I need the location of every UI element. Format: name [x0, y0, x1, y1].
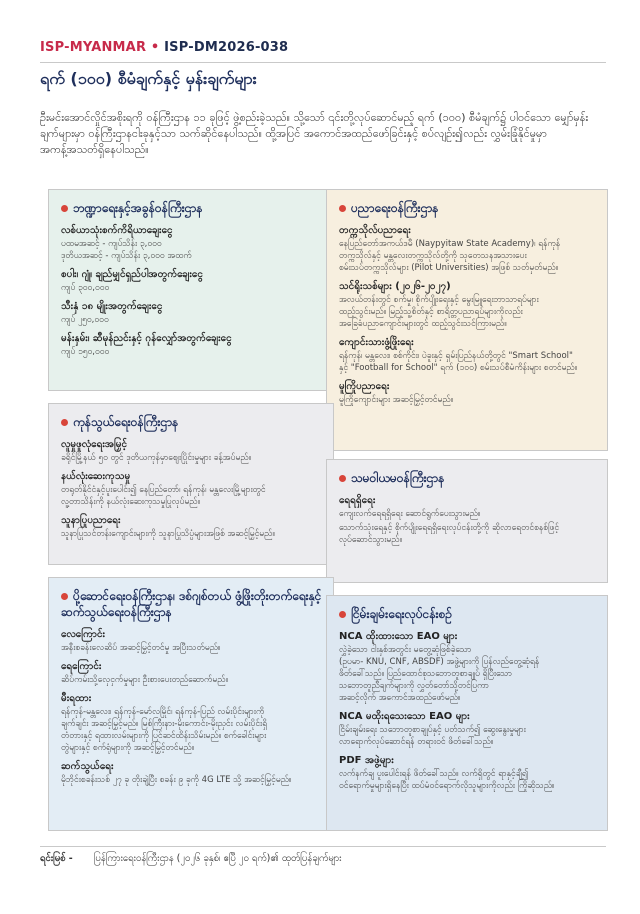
card-title-text: ကုန်သွယ်ရေးဝန်ကြီးဌာန: [73, 415, 179, 429]
card-title: [339, 200, 597, 216]
card-title-text: ပို့ဆောင်ရေးဝန်ကြီးဌာန၊ ဒစ်ဂျစ်တယ် ဖွံ့ဖြိုးတိုးတက်ရေးနှင့် ဆက်သွယ်ရေးဝန်ကြီးဌာန: [61, 589, 322, 619]
section-text: ကျပ် ၂၅၀,၀၀၀: [61, 315, 109, 325]
source-label: ရင်းမြစ် -: [40, 853, 73, 864]
section-heading: လေကြောင်း: [61, 629, 106, 640]
section-text: တရုတ်နိုင်ငံနှင့်ပူးပေါင်း၍ နေပြည်တော်၊ ရန်ကုန်၊ မန္တလေးမြို့များတွင် လူ့တာသိန်းကို နယ်လုံးဆေးကုသမှုပြုလုပ်မည်။: [61, 485, 266, 507]
card-title: [339, 606, 597, 622]
card-peace: [326, 595, 608, 831]
section-text: လက်နက်ချ ပူးပေါင်းရန် ဖိတ်ခေါ်သည်။ လက်ရှိတွင် ရာနှင့်ချီ၍ ဝင်ရောက်မှုများရှိနေပြီး ထပ်မံဝင်ရောက်လိုသူများကိုလည်း ကြိုဆိုသည်။: [339, 769, 555, 791]
section-heading: ရေရရှိရေး: [339, 495, 376, 506]
separator-dot: •: [150, 40, 160, 55]
section-heading: PDF အဖွဲ့များ: [339, 755, 394, 766]
section-text: ခရိုင်မြို့နယ် ၅၀ တွင် ဒုတိယကုန်မှာဈေးပြိုင်းမှုများ ခန့်အပ်မည်။: [61, 453, 252, 463]
brand-label: ISP-MYANMAR: [40, 40, 147, 55]
bullet-icon: [339, 611, 346, 618]
card-title: [61, 200, 323, 216]
card-title: [61, 414, 323, 430]
section-text: ငြိမ်းချမ်းရေး သဘောတူစာချုပ်နှင့် ပတ်သက်၍ ဆွေးနွေးမှုများ လာရောက်လုပ်ဆောင်ရန် တရားဝင် ဖိတ်ခေါ်သည်။: [339, 725, 526, 747]
section-heading: မီးရထား: [61, 693, 92, 704]
section-text: အလယ်တန်းတွင် စက်မှု၊ စိုက်ပျိုးရေးနှင့် မွေးမြူရေးဘာသာရပ်များ ထည့်သွင်းမည်။ မြည့်သူ့စိတ်နှင့် စာရိတ္တပညာရပ်များကိုလည်း အခြေခံပညာကျောင်းများတွင် ထည့်သွင်းသင်ကြားမည်။: [339, 295, 539, 329]
section-text: အနီးစခန်းလေဆိပ် အဆင့်မြှင့်တင်မှု အပြီးသတ်မည်။: [61, 643, 221, 653]
bullet-icon: [61, 205, 68, 212]
section-text: မိုဘိုင်းစခန်းသစ် ၂၇ ခု တိုးချဲ့ပြီး စခန်း ၉ ခုကို 4G LTE သို့ အဆင့်မြှင့်မည်။: [61, 775, 292, 785]
section-heading: ကျောင်းသားဖွံ့ဖြိုးရေး: [339, 337, 414, 348]
section-text: ဆိပ်ကမ်းသို့လှေငှက်မှုများ ဦးစားပေးတည်ဆောက်မည်။: [61, 675, 229, 685]
section-heading: မန်းနှမ်း၊ ဆီမုန်ညင်းနှင့် ဂုန်လျှော်အတွက်ချေးငွေ: [61, 333, 232, 344]
card-title-text: ပညာရေးဝန်ကြီးဌာန: [351, 201, 439, 215]
bullet-icon: [339, 475, 346, 482]
page-title: ရက် (၁၀၀) စီမံချက်နှင့် မှန်းချက်များ: [40, 69, 257, 88]
card-commerce: [48, 403, 334, 565]
card-education: [326, 189, 608, 451]
intro-paragraph: ဦးမင်းအောင်လှိုင်အစိုးရကို ဝန်ကြီးဌာန ၁၁ ခုဖြင့် ဖွဲ့စည်းခဲ့သည်။ သို့သော် ၎င်းတို့လုပ်ဆောင်မည့် ရက် (၁၀၀) စီမံချက်၌ ပါဝင်သော မျှော်မှန်းချက်များမှာ ဝန်ကြီးဌာနငါးခုနှင့်သာ သက်ဆိုင်နေပါသည်။ ထို့အပြင် အကောင်အထည်ဖော်ခြင်းနှင့် စပ်လျဉ်း၍လည်း လွှမ်းခြုံနိုင်မှုမှာ အကန့်အသတ်ရှိနေပါသည်။: [40, 111, 589, 156]
card-title-text: သမဝါယမဝန်ကြီးဌာန: [351, 471, 445, 485]
section-heading: စပါး၊ ဂျုံ၊ ချည်မျှင်ရှည်ပါအတွက်ချေးငွေ: [61, 269, 203, 280]
section-heading: ရေကြောင်း: [61, 661, 102, 672]
section-text: မူကြိုကျောင်းများ အဆင့်မြှင့်တင်မည်။: [339, 395, 454, 405]
bullet-icon: [339, 205, 346, 212]
section-text: ရန်ကုန်-မန္တလေး၊ ရန်ကုန်-မော်လမြိုင်၊ ရန်ကုန်-ပြည် လမ်းပိုင်းများကို ချက်ချင်း အဆင့်မြှင့်မည်။ မြစ်ကြီးနား-မိုးကောင်း-မိုးညှင်း လမ်းပိုင်းရှိ တံတားနှင့် ရထားလမ်းများကို ပြင်ဆင်ထိန်းသိမ်းမည်။ စက်ခေါင်းများ တွဲများနှင့် စက်ရုံများကို အဆင့်မြှင့်တင်မည်။: [61, 707, 268, 753]
section-text: ကျေးလက်ရေရရှိရေး ဆောင်ရွက်ပေးသွားမည်။: [339, 509, 481, 519]
card-transport: [48, 577, 334, 831]
section-heading: မူကြိုပညာရေး: [339, 381, 390, 392]
source-note: [40, 852, 600, 866]
card-finance: [48, 189, 334, 391]
section-text: ကျပ် ၁၅၀,၀၀၀: [61, 347, 110, 357]
section-heading: လစ်ယာသုံးစက်ကိရိယာချေးငွေ: [61, 225, 173, 236]
section-text: နေပြည်တော်အကယ်ဒမီ (Naypyitaw State Academy)၊ ရန်ကုန် တက္ကသိုလ်နှင့် မန္တလေးတက္ကသိုလ်တို့ကို သုတေသနအသားပေး စမ်းသပ်တက္ကသိုလ်များ (Pilot Universities) အဖြစ် သတ်မှတ်မည်။: [339, 239, 561, 273]
section-text: ပထမအဆင့် - ကျပ်သိန်း ၃,၀၀၀ ဒုတိယအဆင့် - ကျပ်သိန်း ၃,၀၀၀ အထက်: [61, 239, 192, 261]
section-heading: သူနာပြုပညာရေး: [61, 515, 121, 526]
section-heading: လူမှုဖူလုံရေးအမြှင့်: [61, 439, 128, 450]
section-heading: NCA မထိုးရသေးသော EAO များ: [339, 711, 470, 722]
section-text: လွှဲခဲ့သော ငါးနှစ်အတွင်း မတွေ့ဆုံဖြစ်ခဲ့သော (ဥပမာ- KNU, CNF, ABSDF) အဖွဲ့များကို ပြန်လည်တွေ့ဆုံရန် ဖိတ်ခေါ်သည်။ ပြည်ထောင်စုသဘောတူစာချုပ် ရှိပြီးသော သဘောတူညီချက်များကို လွှတ်တော်သို့တင်ပြကာ အဆင့်လိုက် အကောင်အထည်ဖော်မည်။: [339, 645, 540, 703]
card-title-text: ငြိမ်းချမ်းရေးလုပ်ငန်းစဉ်: [351, 607, 452, 621]
section-text: ရန်ကုန်၊ မန္တလေး၊ စစ်ကိုင်း၊ ပဲခူးနှင့် ရှမ်းပြည်နယ်တို့တွင် "Smart School" နှင့် "Football for School" ရက် (၁၀၀) စမ်းသပ်စီမံကိန်းများ စတင်မည်။: [339, 351, 578, 373]
bottom-divider: [40, 846, 606, 847]
doc-number: ISP-DM2026-038: [164, 40, 289, 55]
card-title-text: ဘဏ္ဍာရေးနှင့်အခွန်ဝန်ကြီးဌာန: [73, 201, 203, 215]
bullet-icon: [61, 593, 68, 600]
section-text: သူနာပြုသင်တန်းကျောင်းများကို သူနာပြုသိပ္ပံများအဖြစ် အဆင့်မြှင့်မည်။: [61, 529, 275, 539]
card-cooperative: [326, 459, 608, 583]
document-id: [40, 40, 288, 55]
section-text: ကျပ် ၃၀၀,၀၀၀: [61, 283, 110, 293]
section-heading: နယ်လုံးဆေးကုသမှု: [61, 471, 131, 482]
card-title: [339, 470, 597, 486]
section-heading: NCA ထိုးထားသော EAO များ: [339, 631, 458, 642]
section-heading: ဆက်သွယ်ရေး: [61, 761, 114, 772]
section-heading: တက္ကသိုလ်ပညာရေး: [339, 225, 411, 236]
card-title: [61, 588, 323, 620]
top-divider: [40, 62, 606, 63]
section-text: သောက်သုံးရေနှင့် စိုက်ပျိုးရေရရှိရေးလုပ်ငန်းတို့ကို ဆိုလာရေတင်စနစ်ဖြင့် လုပ်ဆောင်သွားမည်။: [339, 523, 560, 545]
section-heading: သီးနှံ ၁၈ မျိုးအတွက်ချေးငွေ: [61, 301, 163, 312]
source-text: ပြန်ကြားရေးဝန်ကြီးဌာန (၂၀၂၆ ခုနှစ်၊ ဧပြီ ၂၀ ရက်)၏ ထုတ်ပြန်ချက်များ: [93, 853, 342, 864]
bullet-icon: [61, 419, 68, 426]
section-heading: သင်ရိုးသစ်များ (၂၀၂၆-၂၀၂၇): [339, 281, 451, 292]
